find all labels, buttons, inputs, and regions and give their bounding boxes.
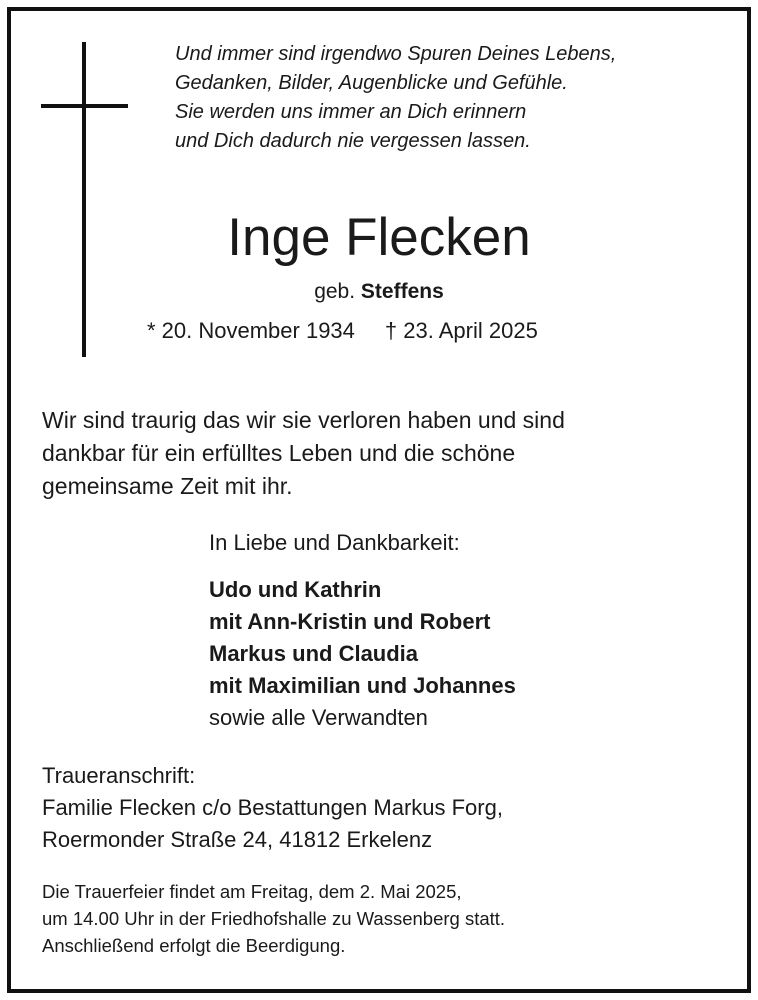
maiden-name: Steffens [360, 280, 444, 303]
verse-line: Sie werden uns immer an Dich erinnern [175, 101, 527, 123]
cross-vertical-bar [82, 42, 86, 357]
birth-date: * 20. November 1934 [147, 318, 355, 343]
funeral-service-info [42, 878, 505, 959]
verse-line: Gedanken, Bilder, Augenblicke und Gefühle. [175, 72, 568, 94]
mourner-name: mit Ann-Kristin und Robert [209, 609, 491, 634]
cross-horizontal-bar [41, 104, 128, 108]
life-dates [147, 316, 538, 346]
mourner-name: mit Maximilian und Johannes [209, 673, 516, 698]
mourners-list [209, 574, 516, 734]
address-line: Familie Flecken c/o Bestattungen Markus Forg, [42, 795, 503, 820]
relatives-line: sowie alle Verwandten [209, 705, 428, 730]
maiden-name-line [0, 278, 758, 306]
mourning-address [42, 760, 503, 856]
intro-line: gemeinsame Zeit mit ihr. [42, 473, 293, 499]
address-line: Roermonder Straße 24, 41812 Erkelenz [42, 827, 433, 852]
born-prefix: geb. [314, 280, 356, 303]
address-label: Traueranschrift: [42, 763, 196, 788]
death-date: † 23. April 2025 [384, 318, 538, 343]
mourner-name: Markus und Claudia [209, 641, 419, 666]
mourner-name: Udo und Kathrin [209, 577, 382, 602]
deceased-name: Inge Flecken [227, 208, 531, 267]
service-line: um 14.00 Uhr in der Friedhofshalle zu Wassenberg statt. [42, 908, 506, 929]
service-line: Anschließend erfolgt die Beerdigung. [42, 935, 346, 956]
service-line: Die Trauerfeier findet am Freitag, dem 2. Mai 2025, [42, 881, 462, 902]
verse-line: und Dich dadurch nie vergessen lassen. [175, 130, 531, 152]
intro-line: Wir sind traurig das wir sie verloren haben und sind [42, 407, 565, 433]
gratitude-heading: In Liebe und Dankbarkeit: [209, 530, 460, 555]
memorial-verse [175, 40, 616, 156]
verse-line: Und immer sind irgendwo Spuren Deines Lebens, [175, 43, 617, 65]
intro-text [42, 404, 565, 503]
intro-line: dankbar für ein erfülltes Leben und die schöne [42, 440, 516, 466]
